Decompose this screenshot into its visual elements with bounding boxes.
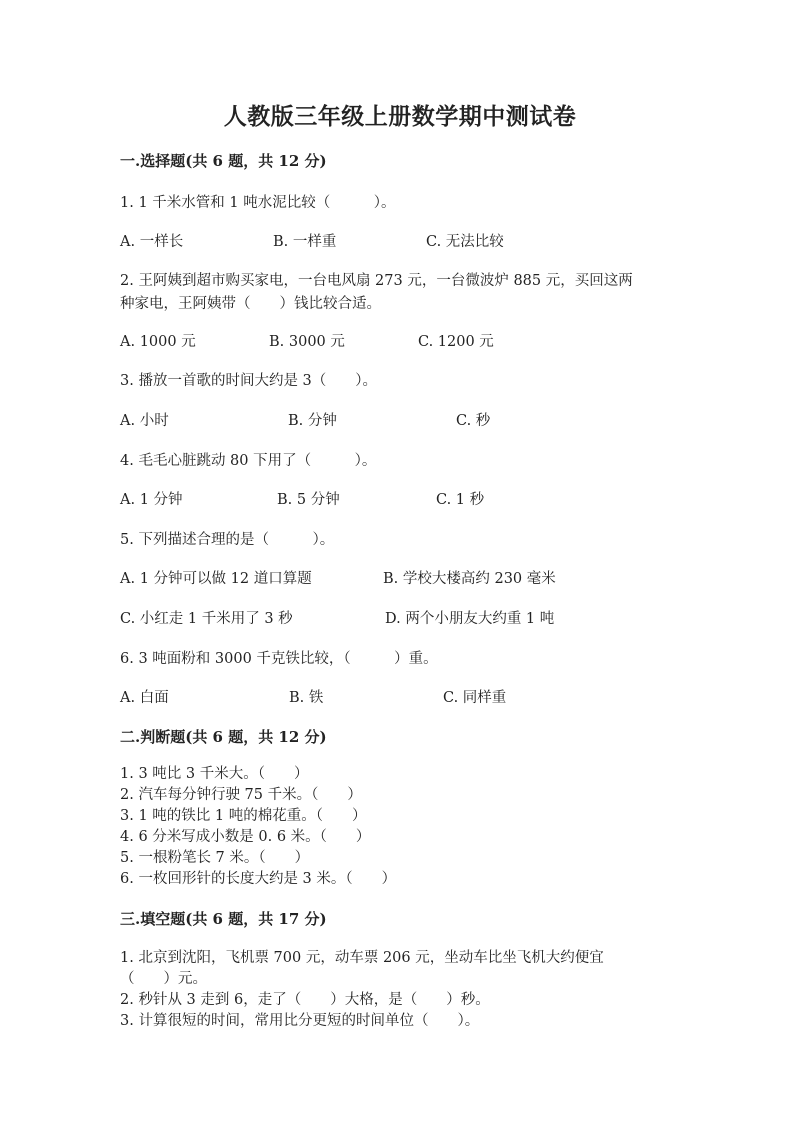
option-b: B. 分钟 [288,413,337,429]
option-b: B. 学校大楼高约 230 毫米 [383,571,556,587]
option-a: A. 白面 [120,690,169,706]
option-d: D. 两个小朋友大约重 1 吨 [385,611,555,627]
fill-item: 2. 秒针从 3 走到 6，走了（ ）大格，是（ ）秒。 [120,992,490,1008]
judge-item: 5. 一根粉笔长 7 米。（ ） [120,850,310,866]
section-heading-choice: 一.选择题(共 6 题，共 12 分) [120,152,327,170]
option-b: B. 一样重 [273,234,337,250]
question-stem: 2. 王阿姨到超市购买家电，一台电风扇 273 元，一台微波炉 885 元，买回这两 [120,273,633,289]
fill-item: 1. 北京到沈阳，飞机票 700 元，动车票 206 元，坐动车比坐飞机大约便宜 [120,950,604,966]
option-a: A. 小时 [120,413,169,429]
judge-item: 6. 一枚回形针的长度大约是 3 米。（ ） [120,871,397,887]
section-heading-fill: 三.填空题(共 6 题，共 17 分) [120,910,327,928]
question-stem: 4. 毛毛心脏跳动 80 下用了（ ）。 [120,453,377,469]
option-a: A. 1 分钟可以做 12 道口算题 [120,571,312,587]
option-c: C. 小红走 1 千米用了 3 秒 [120,611,293,627]
option-a: A. 1000 元 [120,334,196,350]
option-b: B. 铁 [289,690,324,706]
section-heading-judge: 二.判断题(共 6 题，共 12 分) [120,728,327,746]
option-c: C. 1200 元 [418,334,494,350]
option-a: A. 1 分钟 [120,492,183,508]
judge-item: 4. 6 分米写成小数是 0. 6 米。（ ） [120,829,371,845]
question-stem: 1. 1 千米水管和 1 吨水泥比较（ ）。 [120,195,396,211]
judge-item: 3. 1 吨的铁比 1 吨的棉花重。（ ） [120,808,367,824]
page-title: 人教版三年级上册数学期中测试卷 [223,103,577,130]
question-stem: 6. 3 吨面粉和 3000 千克铁比较，（ ）重。 [120,651,438,667]
option-c: C. 1 秒 [436,492,485,508]
option-c: C. 同样重 [443,690,507,706]
judge-item: 2. 汽车每分钟行驶 75 千米。（ ） [120,787,362,803]
option-c: C. 秒 [456,413,491,429]
judge-item: 1. 3 吨比 3 千米大。（ ） [120,766,309,782]
question-stem: 5. 下列描述合理的是（ ）。 [120,532,335,548]
option-a: A. 一样长 [120,234,184,250]
fill-item: （ ）元。 [120,971,207,987]
fill-item: 3. 计算很短的时间，常用比分更短的时间单位（ ）。 [120,1013,480,1029]
option-c: C. 无法比较 [426,234,504,250]
question-stem: 种家电，王阿姨带（ ）钱比较合适。 [120,296,381,312]
question-stem: 3. 播放一首歌的时间大约是 3（ ）。 [120,373,378,389]
option-b: B. 5 分钟 [277,492,340,508]
option-b: B. 3000 元 [269,334,345,350]
